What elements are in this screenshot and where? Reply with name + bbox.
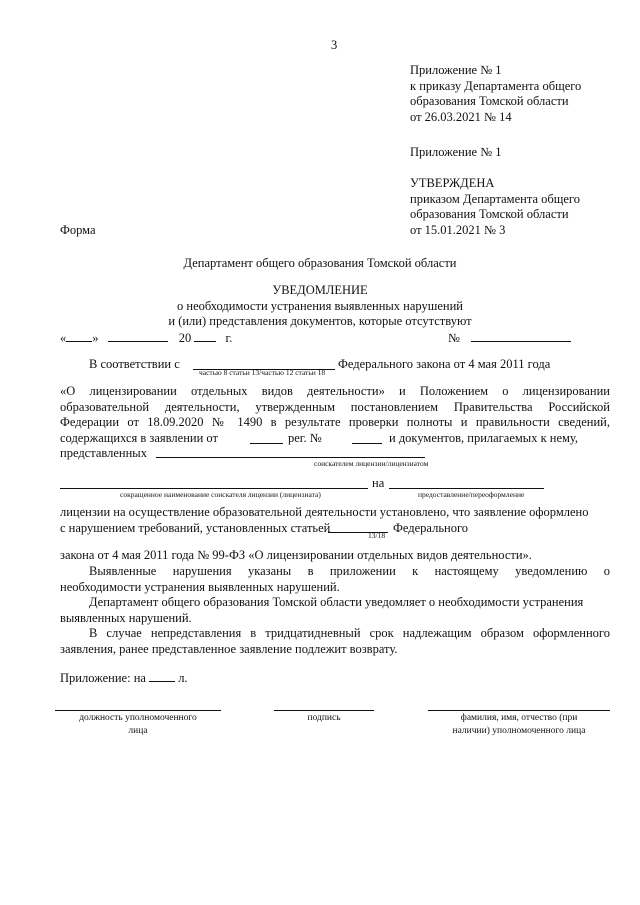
close-quote: » [92, 331, 99, 345]
para1-line8-b: Федерального [393, 521, 469, 535]
signature-caption: подпись [307, 713, 341, 723]
para3-line: выявленных нарушений. [60, 610, 192, 625]
para1-line: образовательной деятельности, утвержденным постановлением Правительства Российской [60, 399, 610, 414]
registration-number-field[interactable] [352, 443, 382, 444]
position-line[interactable] [55, 710, 221, 711]
attachment-prefix: Приложение: на [60, 671, 146, 685]
para2-line: необходимости устранения выявленных нарушений. [60, 579, 340, 594]
application-date-field[interactable] [250, 443, 283, 444]
page-number: 3 [331, 38, 338, 52]
department-title: Департамент общего образования Томской области [183, 256, 457, 270]
action-field[interactable] [389, 488, 544, 489]
full-name-caption [428, 712, 610, 738]
month-field[interactable] [108, 329, 168, 342]
para1-body [60, 384, 610, 431]
position-caption [55, 712, 221, 738]
approval-line: от 15.01.2021 № 3 [410, 222, 506, 237]
appendix-line: образования Томской области [410, 94, 569, 108]
full-name-line[interactable] [428, 710, 610, 711]
open-quote: « [60, 331, 67, 345]
notice-subtitle: и (или) представления документов, которые отсутствуют [168, 314, 472, 328]
para1-line: Федерации от 18.09.2020 № 1490 в результате проверки полноты и правильности сведений, [60, 415, 610, 429]
position-caption-line: лица [128, 726, 148, 736]
para1-line9: закона от 4 мая 2011 года № 99-ФЗ «О лицензировании отдельных видов деятельности». [60, 548, 532, 562]
para2-line: Выявленные нарушения указаны в приложении к настоящему уведомлению о [89, 564, 610, 578]
appendix-line: к приказу Департамента общего [410, 78, 582, 93]
para1-line: «О лицензировании отдельных видов деятельности» и Положением о лицензировании [60, 384, 610, 398]
notice-subtitle: о необходимости устранения выявленных нарушений [177, 298, 463, 313]
para1-line5-a: содержащихся в заявлении от [60, 431, 218, 445]
form-label: Форма [60, 223, 96, 237]
article-caption: частью 8 статьи 13/частью 12 статьи 18 [199, 368, 326, 377]
number-sign: № [448, 331, 460, 345]
notice-number-field[interactable] [471, 329, 571, 342]
para1-line5-c: и документов, прилагаемых к нему, [389, 431, 579, 445]
para4-line: В случае непредставления в тридцатидневный срок надлежащим образом оформленного [89, 626, 610, 640]
para1-line7: лицензии на осуществление образовательной деятельности установлено, что заявление оформлено [60, 505, 589, 519]
approval-block [410, 176, 580, 238]
number-row [448, 329, 571, 346]
date-row [60, 329, 232, 346]
approval-title: УТВЕРЖДЕНА [410, 176, 495, 190]
signature-line[interactable] [274, 710, 374, 711]
para1-line6: представленных [60, 446, 147, 460]
full-name-caption-line: наличии) уполномоченного лица [452, 726, 586, 736]
appendix-line: от 26.03.2021 № 14 [410, 109, 512, 124]
year-field[interactable] [194, 329, 216, 342]
name-caption: сокращенное наименование соискателя лицензии (лицензиата) [120, 490, 321, 499]
year-prefix: 20 [178, 331, 192, 345]
attachment-suffix: л. [178, 671, 188, 685]
para1-line1-end: Федерального закона от 4 мая 2011 года [338, 357, 551, 371]
approval-line: приказом Департамента общего [410, 191, 580, 206]
applicant-caption: соискателем лицензии/лицензиатом [314, 459, 429, 468]
action-caption: предоставление/переоформление [418, 490, 525, 499]
para2 [60, 564, 610, 595]
attachment-line [60, 669, 188, 686]
position-caption-line: должность уполномоченного [79, 713, 197, 723]
appendix-block-2: Приложение № 1 [410, 145, 502, 159]
on-word: на [372, 476, 385, 490]
notice-title: УВЕДОМЛЕНИЕ [272, 283, 368, 297]
para1-line8-a: с нарушением требований, установленных статьей [60, 521, 331, 535]
para1-line1-start: В соответствии с [89, 357, 180, 371]
notice-header [0, 283, 640, 330]
para3 [60, 595, 610, 626]
appendix-line: Приложение № 1 [410, 63, 502, 77]
para1-line5-b: рег. № [288, 431, 322, 445]
appendix-block [410, 63, 581, 125]
year-suffix: г. [225, 331, 233, 345]
attachment-pages-field[interactable] [149, 669, 175, 682]
approval-line: образования Томской области [410, 207, 569, 221]
licensee-name-field[interactable] [60, 488, 368, 489]
applicant-field[interactable] [156, 457, 425, 458]
article2-caption: 13/18 [368, 531, 386, 540]
full-name-caption-line: фамилия, имя, отчество (при [460, 713, 578, 723]
para4 [60, 626, 610, 657]
day-field[interactable] [66, 329, 92, 342]
para3-line: Департамент общего образования Томской области уведомляет о необходимости устранения [89, 595, 584, 609]
para4-line: заявления, ранее представленное заявление подлежит возврату. [60, 641, 398, 656]
